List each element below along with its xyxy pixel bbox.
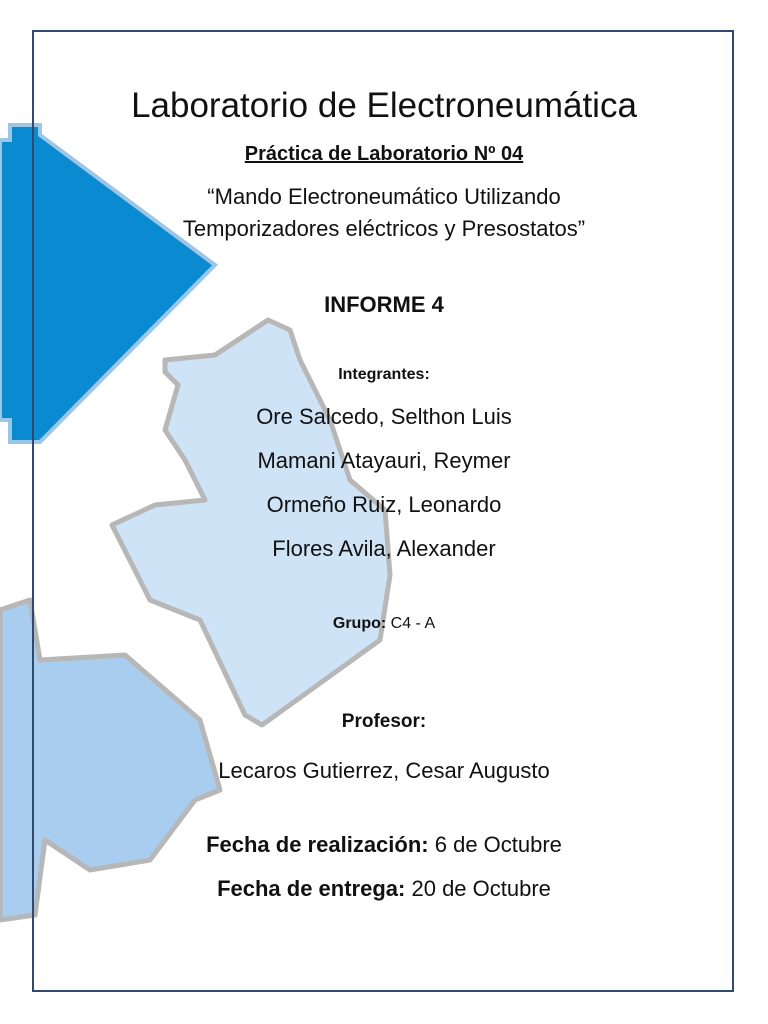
cover-page-content	[34, 0, 734, 1024]
date-realization-label: Fecha de realización:	[206, 832, 429, 857]
report-heading: INFORME 4	[324, 292, 444, 317]
member-name: Mamani Atayauri, Reymer	[257, 448, 511, 473]
member-name: Flores Avila, Alexander	[272, 536, 496, 561]
date-of-realization	[34, 832, 734, 858]
practice-subtitle-line-2: Temporizadores eléctricos y Presostatos”	[182, 216, 586, 241]
practice-number: Práctica de Laboratorio Nº 04	[244, 143, 524, 165]
date-delivery-value: 20 de Octubre	[411, 876, 551, 901]
date-delivery-label: Fecha de entrega:	[217, 876, 406, 901]
group-info	[34, 615, 734, 633]
group-value: C4 - A	[390, 615, 436, 632]
document-title: Laboratorio de Electroneumática	[131, 86, 637, 125]
member-name: Ore Salcedo, Selthon Luis	[256, 404, 512, 429]
members-label: Integrantes:	[338, 366, 430, 383]
date-of-delivery	[34, 876, 734, 902]
member-name: Ormeño Ruiz, Leonardo	[266, 492, 502, 517]
professor-label: Profesor:	[341, 711, 427, 732]
professor-name: Lecaros Gutierrez, Cesar Augusto	[218, 758, 550, 783]
group-label: Grupo:	[332, 615, 387, 632]
date-realization-value: 6 de Octubre	[434, 832, 562, 857]
practice-subtitle-line-1: “Mando Electroneumático Utilizando	[207, 184, 561, 209]
